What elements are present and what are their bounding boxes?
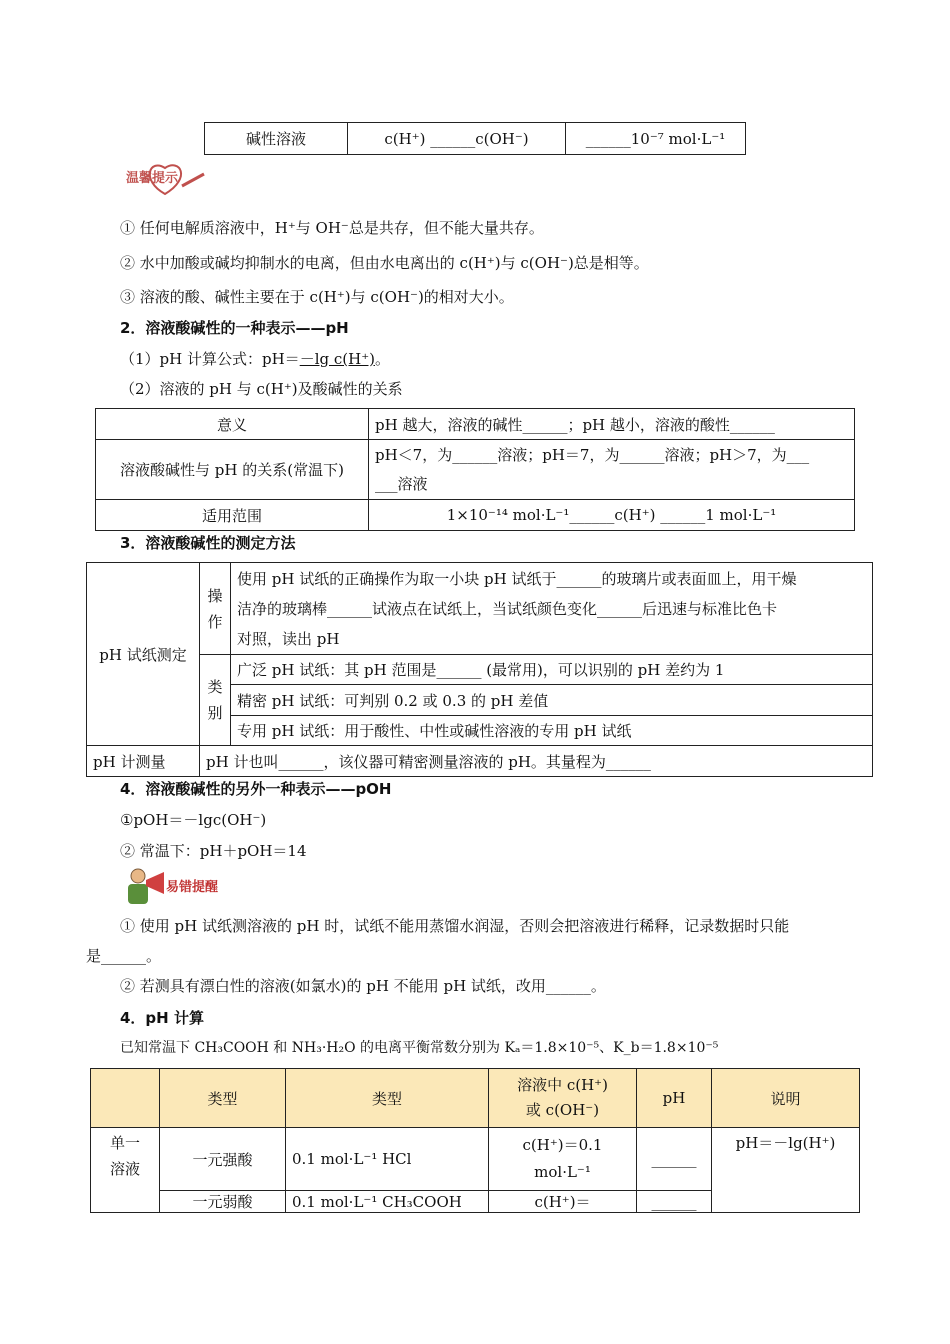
group-label-line-2: 溶液 [109, 1160, 140, 1178]
section4a-heading: 4．溶液酸碱性的另外一种表示——pOH [120, 780, 392, 798]
meter-label: pH 计测量 [87, 746, 200, 777]
ph-table-right-2 [369, 440, 855, 500]
top-table-value: ______10⁻⁷ mol·L⁻¹ [566, 123, 746, 155]
warn-badge-label: 易错提醒 [166, 880, 219, 895]
tip-1: ① 任何电解质溶液中，H⁺与 OH⁻总是共存，但不能大量共存。 [120, 219, 544, 237]
row2-type: 一元弱酸 [160, 1191, 286, 1213]
tip-3: ③ 溶液的酸、碱性主要在于 c(H⁺)与 c(OH⁻)的相对大小。 [120, 288, 514, 306]
row1-conc-line-1: c(H⁺)＝0.1 [522, 1136, 603, 1154]
ph-table-right-3: 1×10⁻¹⁴ mol·L⁻¹______c(H⁺) ______1 mol·L⁻¹ [369, 500, 855, 531]
poh-line-1: ①pOH＝－lgc(OH⁻) [120, 811, 267, 829]
warning-1-line-1: ① 使用 pH 试纸测溶液的 pH 时，试纸不能用蒸馏水润湿，否则会把溶液进行稀释，记录数据时只能 [120, 917, 790, 935]
row1-ph: ______ [637, 1128, 712, 1191]
warning-2: ② 若测具有漂白性的溶液(如氯水)的 pH 不能用 pH 试纸，改用______。 [120, 977, 606, 995]
row2-solution: 0.1 mol·L⁻¹ CH₃COOH [286, 1191, 489, 1213]
meter-text: pH 计也叫______，该仪器可精密测量溶液的 pH。其量程为______ [200, 746, 873, 777]
ph-formula-suffix: 。 [374, 350, 390, 368]
warning-1-line-2: 是______。 [86, 947, 162, 965]
op-label: 操作 [200, 563, 231, 655]
row1-conc [489, 1128, 637, 1191]
warn-badge [120, 866, 240, 906]
ph-formula-underlined: －lg c(H⁺) [299, 350, 375, 368]
measure-table [86, 562, 873, 777]
section2-heading: 2．溶液酸碱性的一种表示——pH [120, 319, 349, 337]
ph-table-left-2: 溶液酸碱性与 pH 的关系(常温下) [96, 440, 369, 500]
ph-calc-table [90, 1068, 860, 1213]
row1-solution: 0.1 mol·L⁻¹ HCl [286, 1128, 489, 1191]
paper-label: pH 试纸测定 [87, 563, 200, 746]
poh-line-2: ② 常温下：pH＋pOH＝14 [120, 842, 307, 860]
top-table-label: 碱性溶液 [205, 123, 348, 155]
megaphone-person-icon [120, 866, 170, 906]
ph-formula-prefix: （1）pH 计算公式：pH＝ [120, 350, 300, 368]
type-row-2: 精密 pH 试纸：可判别 0.2 或 0.3 的 pH 差值 [231, 685, 873, 716]
ph-table-right-2-line1: pH＜7，为______溶液；pH＝7，为______溶液；pH＞7，为___ [375, 445, 810, 464]
type-label: 类别 [200, 655, 231, 746]
header-blank [91, 1069, 160, 1128]
section4b-intro: 已知常温下 CH₃COOH 和 NH₃·H₂O 的电离平衡常数分别为 Kₐ＝1.8×10⁻⁵、K_b＝1.8×10⁻⁵ [120, 1040, 719, 1056]
row2-ph: ______ [637, 1191, 712, 1213]
row1-conc-line-2: mol·L⁻¹ [534, 1163, 591, 1181]
header-ph: pH [637, 1069, 712, 1128]
group-label [91, 1128, 160, 1213]
row2-conc: c(H⁺)＝ [489, 1191, 637, 1213]
tip-2: ② 水中加酸或碱均抑制水的电离，但由水电离出的 c(H⁺)与 c(OH⁻)总是相等。 [120, 254, 649, 272]
group-label-line-1: 单一 [109, 1134, 140, 1152]
header-conc-line-1: 溶液中 c(H⁺) [517, 1076, 608, 1094]
section3-heading: 3．溶液酸碱性的测定方法 [120, 534, 296, 552]
section2-sub2: （2）溶液的 pH 与 c(H⁺)及酸碱性的关系 [120, 380, 403, 398]
header-conc [489, 1069, 637, 1128]
ph-table-right-2-line2: ___溶液 [375, 474, 428, 493]
type-row-3: 专用 pH 试纸：用于酸性、中性或碱性溶液的专用 pH 试纸 [231, 716, 873, 746]
op-text [231, 563, 873, 655]
top-table [204, 122, 746, 155]
top-table-relation: c(H⁺) ______c(OH⁻) [348, 123, 566, 155]
type-row-1: 广泛 pH 试纸：其 pH 范围是______ (最常用)，可以识别的 pH 差约为 1 [231, 655, 873, 685]
ph-table-left-1: 意义 [96, 409, 369, 440]
tip-badge-label: 温馨提示 [126, 171, 179, 186]
section4b-heading: 4．pH 计算 [120, 1009, 204, 1027]
header-conc-line-2: 或 c(OH⁻) [525, 1101, 600, 1119]
header-note: 说明 [712, 1069, 860, 1128]
ph-table-right-1: pH 越大，溶液的碱性______；pH 越小，溶液的酸性______ [369, 409, 855, 440]
ph-table-left-3: 适用范围 [96, 500, 369, 531]
op-line-3: 对照，读出 pH [237, 629, 340, 648]
header-type-2: 类型 [286, 1069, 489, 1128]
op-line-1: 使用 pH 试纸的正确操作为取一小块 pH 试纸于______的玻璃片或表面皿上，用干燥 [237, 569, 797, 588]
tip-badge [120, 152, 210, 197]
row1-type: 一元强酸 [160, 1128, 286, 1191]
ph-relation-table [95, 408, 855, 531]
row1-note: pH＝－lg(H⁺) [712, 1128, 860, 1213]
header-type-1: 类型 [160, 1069, 286, 1128]
ph-formula [120, 349, 390, 369]
op-line-2: 洁净的玻璃棒______试液点在试纸上，当试纸颜色变化______后迅速与标准比色卡 [237, 599, 778, 618]
